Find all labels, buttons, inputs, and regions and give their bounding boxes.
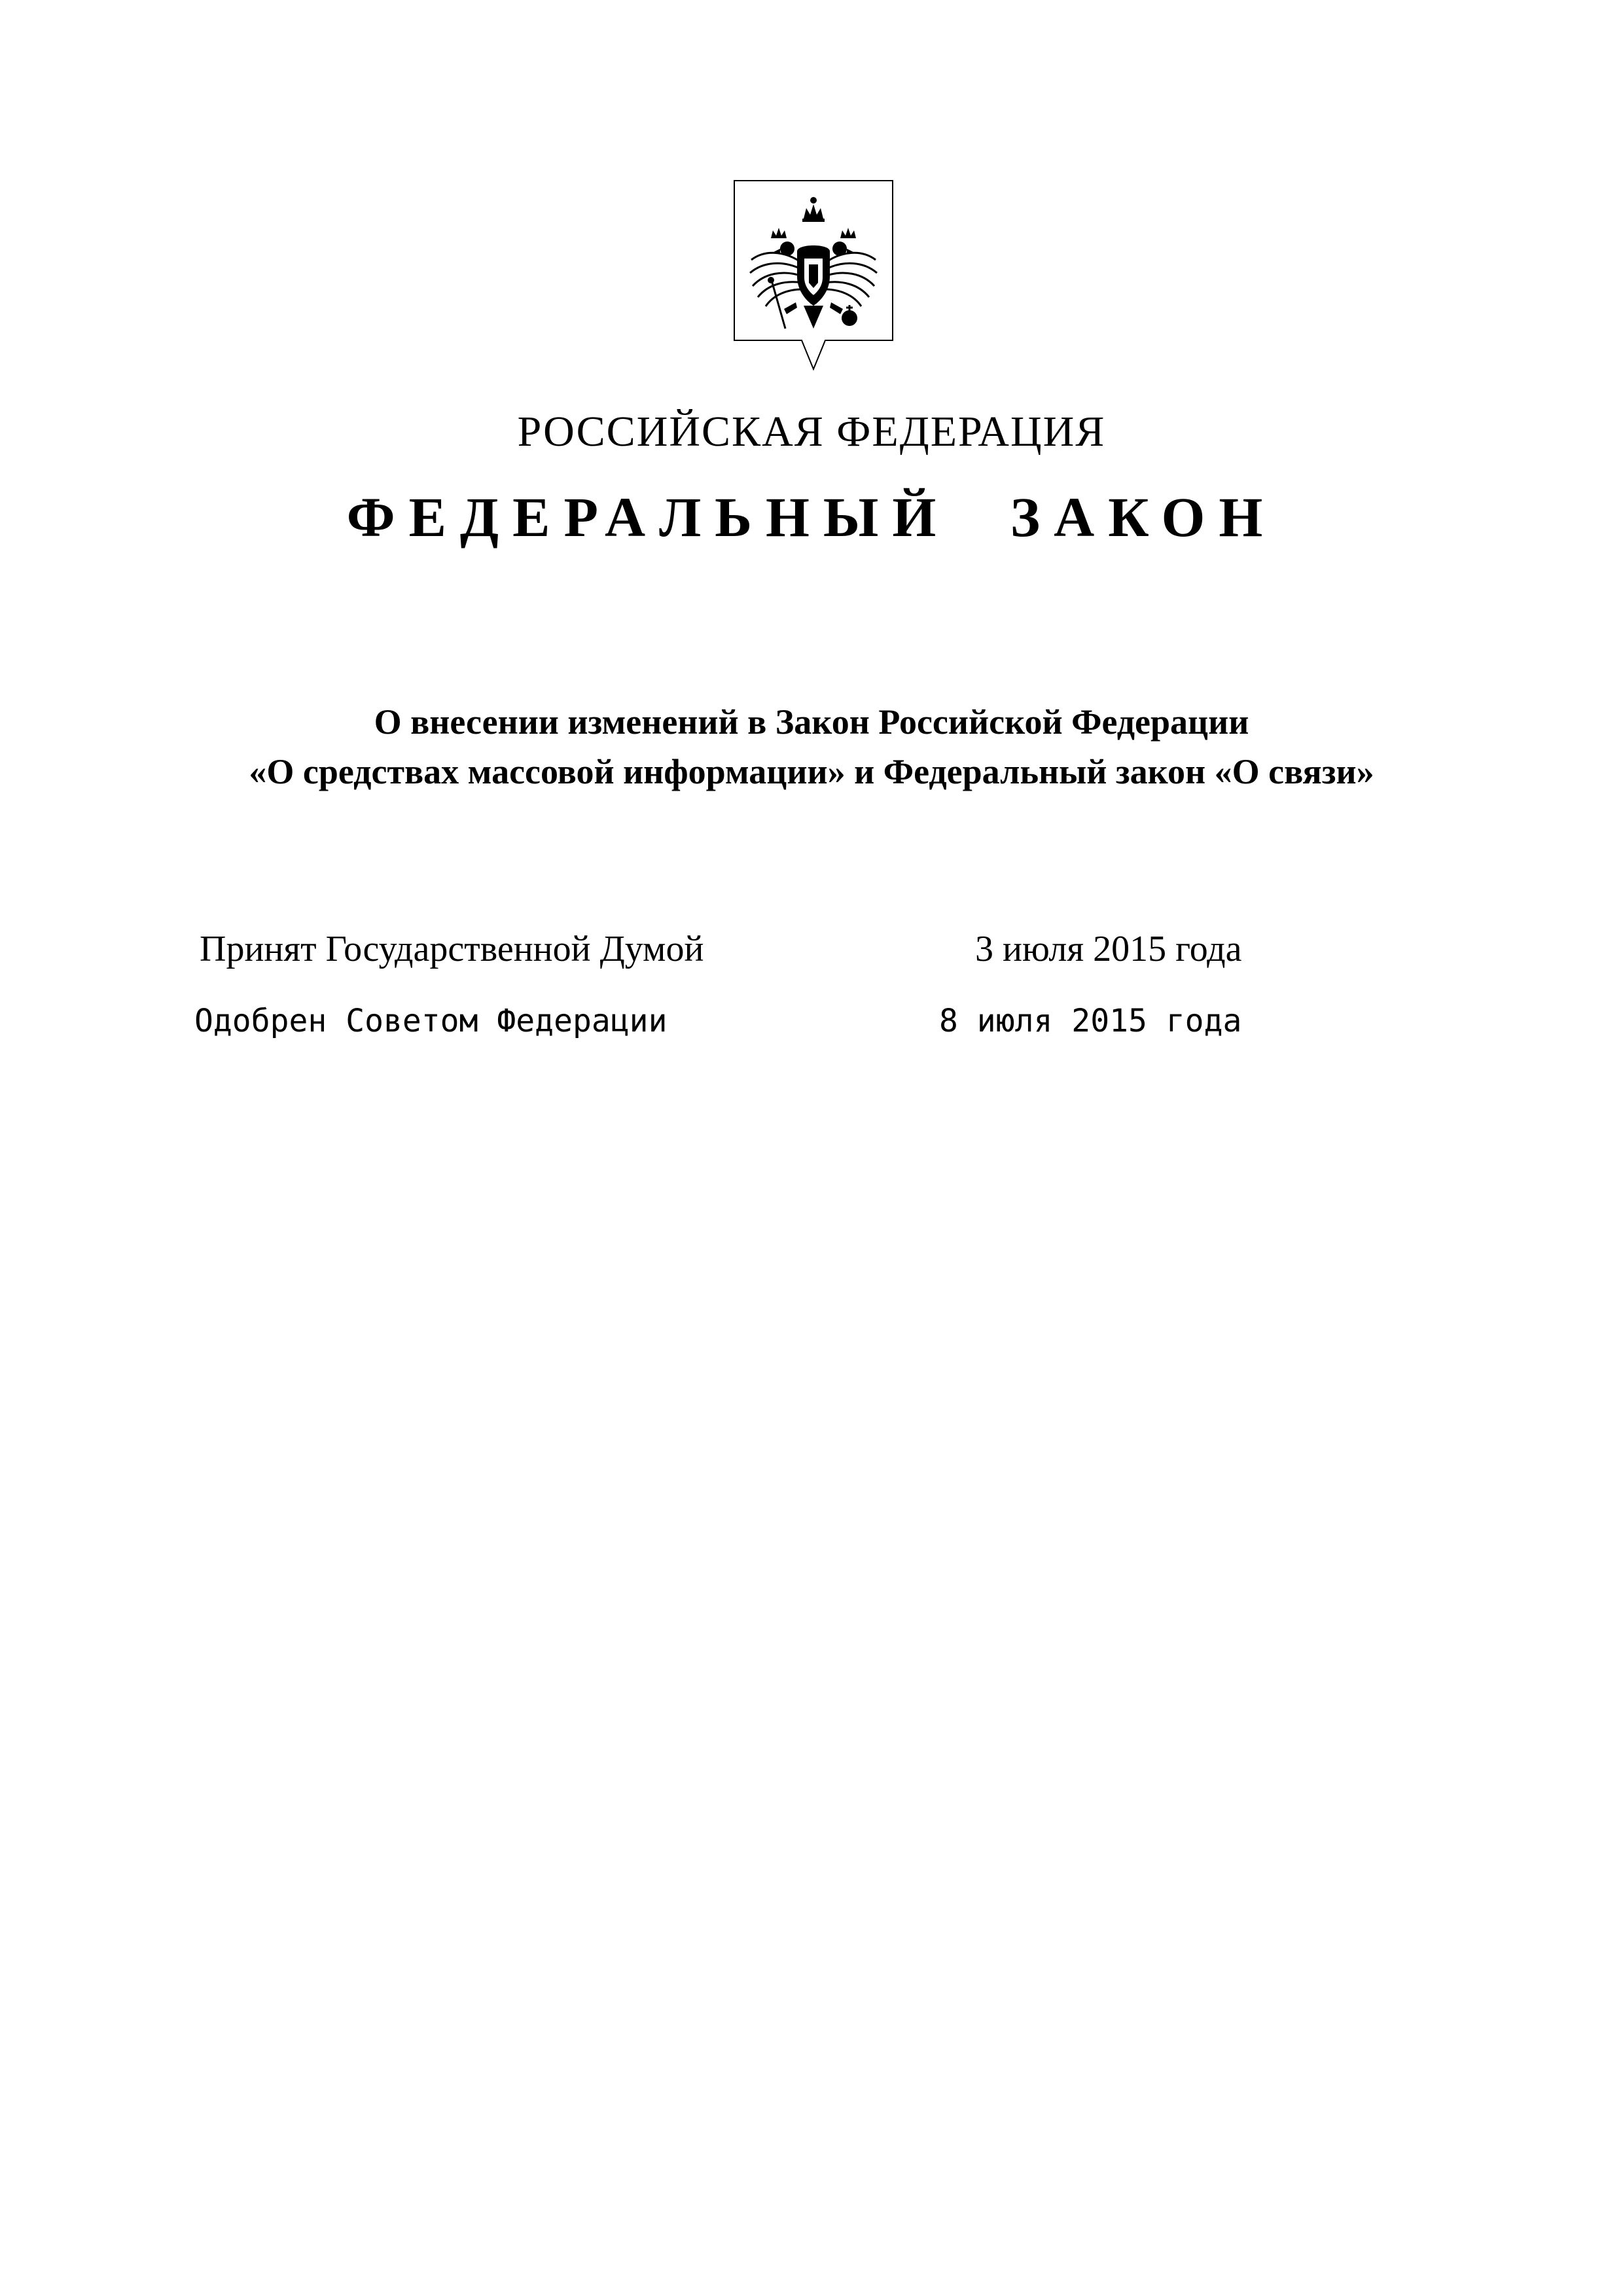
law-title-line-1: О внесении изменений в Закон Российской Федерации bbox=[374, 702, 1249, 742]
approved-by-council-label: Одобрен Советом Федерации bbox=[194, 1003, 668, 1039]
document-type-heading: ФЕДЕРАЛЬНЫЙ ЗАКОН bbox=[346, 486, 1277, 548]
country-heading: РОССИЙСКАЯ ФЕДЕРАЦИЯ bbox=[517, 408, 1106, 456]
adopted-by-duma-label: Принят Государственной Думой bbox=[200, 929, 704, 969]
coat-of-arms-icon bbox=[732, 178, 895, 374]
adopted-by-duma-date: 3 июля 2015 года bbox=[975, 929, 1242, 969]
law-title bbox=[0, 697, 1623, 797]
law-title-line-2: «О средствах массовой информации» и Федеральный закон «О связи» bbox=[249, 752, 1374, 791]
approved-by-council-date: 8 июля 2015 года bbox=[939, 1003, 1242, 1039]
